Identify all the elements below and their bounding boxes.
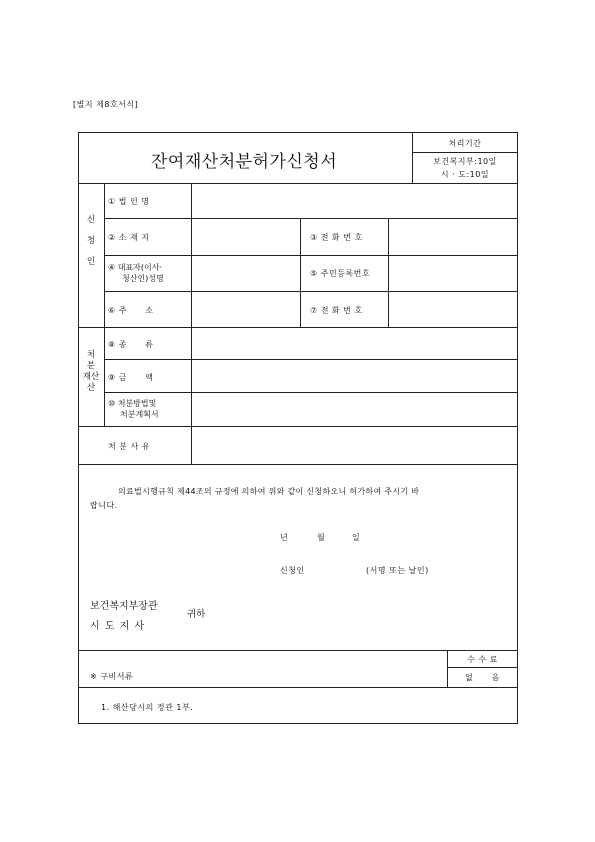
disposal-reason-field[interactable]: [193, 428, 516, 462]
required-document-item-1: 1. 해산당시의 정관 1부.: [101, 703, 194, 712]
representative-label: ④ 대표자(이사· 청산인)성명: [108, 263, 164, 283]
processing-period-header: 처리기간: [448, 139, 482, 148]
date-month-label: 월: [317, 533, 326, 542]
disposal-plan-label: ⑩ 처분방법및 처분계획서: [108, 399, 159, 419]
signature-field[interactable]: [310, 561, 362, 575]
representative-field[interactable]: [193, 257, 298, 289]
recipient-honorific: 귀하: [187, 609, 206, 620]
disposal-plan-field[interactable]: [193, 394, 516, 424]
address-label: ⑥ 주 소: [108, 306, 154, 315]
phone-label-2: ⑦ 전 화 번 호: [310, 306, 363, 315]
corp-name-label: ① 법 인 명: [108, 197, 150, 206]
disposal-reason-label: 처 분 사 유: [108, 442, 151, 451]
applicant-section-label: 신 청 인: [86, 215, 96, 267]
form-number-label: [별지 제8호서식]: [73, 100, 139, 109]
phone-field-2[interactable]: [390, 293, 516, 325]
signature-note: (서명 또는 날인): [366, 566, 429, 575]
fee-header: 수 수 료: [467, 655, 498, 664]
property-type-label: ⑧ 종 류: [108, 340, 154, 349]
date-year-label: 년: [280, 533, 289, 542]
property-type-field[interactable]: [193, 329, 516, 357]
fee-value: 없 음: [465, 673, 500, 682]
required-documents-label: ※ 구비서류: [90, 672, 134, 681]
phone-label-1: ③ 전 화 번 호: [310, 233, 363, 242]
processing-period-ministry: 보건복지부:10일: [433, 157, 497, 166]
phone-field-1[interactable]: [390, 220, 516, 253]
amount-label: ⑨ 금 액: [108, 373, 154, 382]
location-label: ② 소 재 지: [108, 233, 150, 242]
resident-number-label: ⑤ 주민등록번호: [310, 269, 371, 278]
amount-field[interactable]: [193, 361, 516, 390]
disposal-section-label: 처 분 재 산 산: [82, 350, 100, 393]
resident-number-field[interactable]: [390, 257, 516, 289]
request-statement-line-2: 랍니다.: [90, 501, 118, 510]
date-day-label: 일: [352, 533, 361, 542]
form-title: 잔여재산처분허가신청서: [151, 152, 338, 172]
processing-period-city: 시 · 도:10일: [440, 170, 490, 179]
request-statement-line-1: 의료법시행규칙 제44조의 규정에 의하여 위와 같이 신청하오니 허가하여 주시기 바: [118, 487, 420, 496]
applicant-signature-label: 신청인: [280, 566, 305, 575]
address-field[interactable]: [193, 293, 298, 325]
recipient-minister: 보건복지부장관: [90, 601, 158, 612]
recipient-governor: 시 도 지 사: [90, 621, 146, 632]
corp-name-field[interactable]: [193, 185, 516, 216]
location-field[interactable]: [193, 220, 298, 253]
